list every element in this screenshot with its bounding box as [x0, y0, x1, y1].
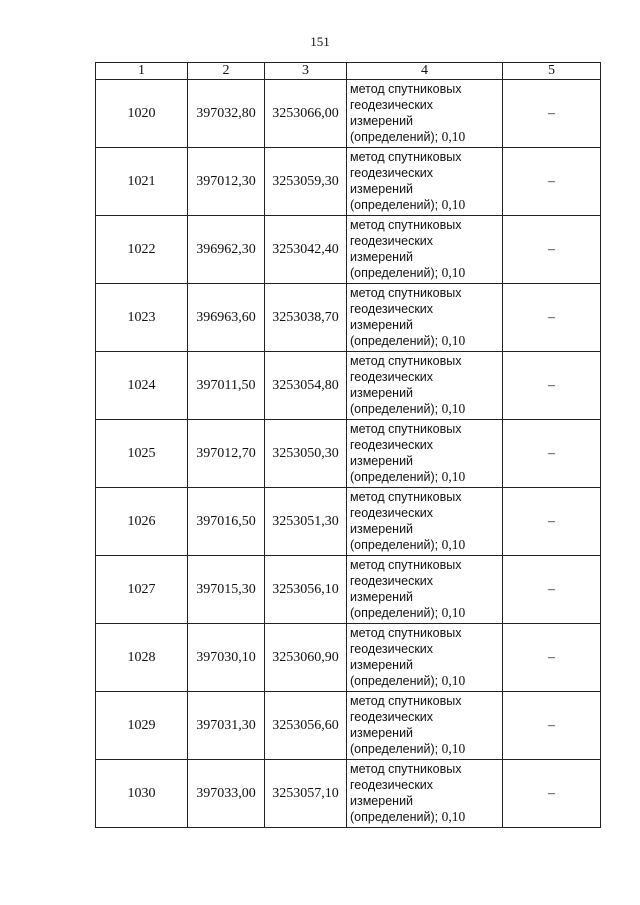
- note-cell: –: [503, 216, 601, 284]
- method-text: геодезических: [350, 98, 434, 112]
- method-text: метод спутниковых: [350, 150, 462, 164]
- table-row: [96, 80, 601, 148]
- method-text: (определений);: [350, 130, 442, 144]
- y-coordinate-cell: 3253050,30: [265, 420, 347, 488]
- method-text: метод спутниковых: [350, 354, 462, 368]
- x-coordinate-cell: 397016,50: [188, 488, 265, 556]
- y-coordinate-cell: 3253057,10: [265, 760, 347, 828]
- column-header-1: 1: [96, 63, 188, 80]
- accuracy-value: 0,10: [441, 469, 466, 484]
- method-text: (определений);: [350, 470, 442, 484]
- table-row: [96, 760, 601, 828]
- method-line: [350, 265, 502, 281]
- method-cell: [347, 624, 503, 692]
- point-number-cell: 1024: [96, 352, 188, 420]
- method-text: измерений: [350, 386, 414, 400]
- method-text: измерений: [350, 114, 414, 128]
- point-number-cell: 1028: [96, 624, 188, 692]
- method-text: геодезических: [350, 302, 434, 316]
- method-line: [350, 761, 502, 777]
- note-cell: –: [503, 692, 601, 760]
- x-coordinate-cell: 396962,30: [188, 216, 265, 284]
- x-coordinate-cell: 397012,70: [188, 420, 265, 488]
- accuracy-value: 0,10: [441, 673, 466, 688]
- method-line: [350, 181, 502, 197]
- method-line: [350, 589, 502, 605]
- x-coordinate-cell: 397030,10: [188, 624, 265, 692]
- method-line: [350, 149, 502, 165]
- method-line: [350, 489, 502, 505]
- x-coordinate-cell: 397012,30: [188, 148, 265, 216]
- y-coordinate-cell: 3253042,40: [265, 216, 347, 284]
- method-line: [350, 197, 502, 213]
- method-line: [350, 129, 502, 145]
- method-line: [350, 657, 502, 673]
- method-text: метод спутниковых: [350, 558, 462, 572]
- point-number-cell: 1030: [96, 760, 188, 828]
- method-text: (определений);: [350, 402, 442, 416]
- method-line: [350, 401, 502, 417]
- method-text: геодезических: [350, 710, 434, 724]
- method-text: метод спутниковых: [350, 490, 462, 504]
- table-header-row: [96, 63, 601, 80]
- accuracy-value: 0,10: [441, 605, 466, 620]
- column-header-3: 3: [265, 63, 347, 80]
- accuracy-value: 0,10: [441, 129, 466, 144]
- point-number-cell: 1027: [96, 556, 188, 624]
- y-coordinate-cell: 3253060,90: [265, 624, 347, 692]
- coordinates-table: [95, 62, 601, 828]
- method-text: геодезических: [350, 574, 434, 588]
- x-coordinate-cell: 397032,80: [188, 80, 265, 148]
- x-coordinate-cell: 396963,60: [188, 284, 265, 352]
- method-text: метод спутниковых: [350, 626, 462, 640]
- method-text: измерений: [350, 182, 414, 196]
- method-line: [350, 369, 502, 385]
- method-line: [350, 573, 502, 589]
- table-body: [96, 80, 601, 828]
- y-coordinate-cell: 3253054,80: [265, 352, 347, 420]
- method-line: [350, 353, 502, 369]
- note-cell: –: [503, 420, 601, 488]
- method-line: [350, 625, 502, 641]
- accuracy-value: 0,10: [441, 537, 466, 552]
- y-coordinate-cell: 3253056,10: [265, 556, 347, 624]
- method-line: [350, 777, 502, 793]
- method-line: [350, 385, 502, 401]
- page-number: 151: [310, 34, 330, 49]
- method-line: [350, 165, 502, 181]
- point-number-cell: 1025: [96, 420, 188, 488]
- accuracy-value: 0,10: [441, 809, 466, 824]
- method-text: (определений);: [350, 538, 442, 552]
- note-cell: –: [503, 284, 601, 352]
- note-cell: –: [503, 556, 601, 624]
- method-line: [350, 741, 502, 757]
- method-line: [350, 233, 502, 249]
- point-number-cell: 1020: [96, 80, 188, 148]
- method-cell: [347, 284, 503, 352]
- method-text: геодезических: [350, 234, 434, 248]
- note-cell: –: [503, 624, 601, 692]
- method-text: измерений: [350, 794, 414, 808]
- method-line: [350, 537, 502, 553]
- accuracy-value: 0,10: [441, 197, 466, 212]
- method-line: [350, 301, 502, 317]
- method-text: измерений: [350, 522, 414, 536]
- y-coordinate-cell: 3253066,00: [265, 80, 347, 148]
- point-number-cell: 1022: [96, 216, 188, 284]
- method-line: [350, 421, 502, 437]
- y-coordinate-cell: 3253059,30: [265, 148, 347, 216]
- table-row: [96, 284, 601, 352]
- method-line: [350, 505, 502, 521]
- table-row: [96, 692, 601, 760]
- method-line: [350, 793, 502, 809]
- note-cell: –: [503, 352, 601, 420]
- method-line: [350, 217, 502, 233]
- method-cell: [347, 352, 503, 420]
- method-text: метод спутниковых: [350, 422, 462, 436]
- method-text: геодезических: [350, 642, 434, 656]
- method-line: [350, 285, 502, 301]
- method-line: [350, 725, 502, 741]
- method-text: геодезических: [350, 370, 434, 384]
- point-number-cell: 1029: [96, 692, 188, 760]
- method-text: (определений);: [350, 334, 442, 348]
- method-cell: [347, 760, 503, 828]
- method-text: измерений: [350, 318, 414, 332]
- method-line: [350, 809, 502, 825]
- method-line: [350, 453, 502, 469]
- note-cell: –: [503, 760, 601, 828]
- y-coordinate-cell: 3253051,30: [265, 488, 347, 556]
- method-text: метод спутниковых: [350, 82, 462, 96]
- table-row: [96, 488, 601, 556]
- method-text: геодезических: [350, 778, 434, 792]
- method-cell: [347, 488, 503, 556]
- method-line: [350, 437, 502, 453]
- method-text: (определений);: [350, 674, 442, 688]
- method-text: (определений);: [350, 742, 442, 756]
- method-text: метод спутниковых: [350, 218, 462, 232]
- table-row: [96, 352, 601, 420]
- method-line: [350, 469, 502, 485]
- method-cell: [347, 148, 503, 216]
- method-text: геодезических: [350, 166, 434, 180]
- method-line: [350, 641, 502, 657]
- method-cell: [347, 80, 503, 148]
- accuracy-value: 0,10: [441, 333, 466, 348]
- table-row: [96, 624, 601, 692]
- method-line: [350, 521, 502, 537]
- method-line: [350, 709, 502, 725]
- x-coordinate-cell: 397011,50: [188, 352, 265, 420]
- method-text: геодезических: [350, 506, 434, 520]
- method-text: метод спутниковых: [350, 762, 462, 776]
- method-cell: [347, 556, 503, 624]
- method-text: (определений);: [350, 810, 442, 824]
- method-text: геодезических: [350, 438, 434, 452]
- column-header-4: 4: [347, 63, 503, 80]
- x-coordinate-cell: 397015,30: [188, 556, 265, 624]
- accuracy-value: 0,10: [441, 401, 466, 416]
- method-line: [350, 333, 502, 349]
- point-number-cell: 1021: [96, 148, 188, 216]
- method-text: метод спутниковых: [350, 286, 462, 300]
- method-line: [350, 81, 502, 97]
- method-line: [350, 605, 502, 621]
- x-coordinate-cell: 397033,00: [188, 760, 265, 828]
- y-coordinate-cell: 3253038,70: [265, 284, 347, 352]
- method-cell: [347, 692, 503, 760]
- note-cell: –: [503, 148, 601, 216]
- table-row: [96, 556, 601, 624]
- method-line: [350, 97, 502, 113]
- point-number-cell: 1023: [96, 284, 188, 352]
- table-row: [96, 216, 601, 284]
- method-line: [350, 673, 502, 689]
- method-text: (определений);: [350, 606, 442, 620]
- accuracy-value: 0,10: [441, 265, 466, 280]
- point-number-cell: 1026: [96, 488, 188, 556]
- column-header-5: 5: [503, 63, 601, 80]
- method-line: [350, 113, 502, 129]
- method-text: измерений: [350, 658, 414, 672]
- x-coordinate-cell: 397031,30: [188, 692, 265, 760]
- method-line: [350, 557, 502, 573]
- method-text: метод спутниковых: [350, 694, 462, 708]
- table-row: [96, 420, 601, 488]
- column-header-2: 2: [188, 63, 265, 80]
- method-line: [350, 317, 502, 333]
- method-cell: [347, 216, 503, 284]
- method-cell: [347, 420, 503, 488]
- method-text: (определений);: [350, 266, 442, 280]
- method-text: измерений: [350, 454, 414, 468]
- method-text: измерений: [350, 726, 414, 740]
- note-cell: –: [503, 488, 601, 556]
- note-cell: –: [503, 80, 601, 148]
- method-line: [350, 693, 502, 709]
- y-coordinate-cell: 3253056,60: [265, 692, 347, 760]
- table-row: [96, 148, 601, 216]
- method-text: измерений: [350, 590, 414, 604]
- accuracy-value: 0,10: [441, 741, 466, 756]
- method-line: [350, 249, 502, 265]
- method-text: измерений: [350, 250, 414, 264]
- method-text: (определений);: [350, 198, 442, 212]
